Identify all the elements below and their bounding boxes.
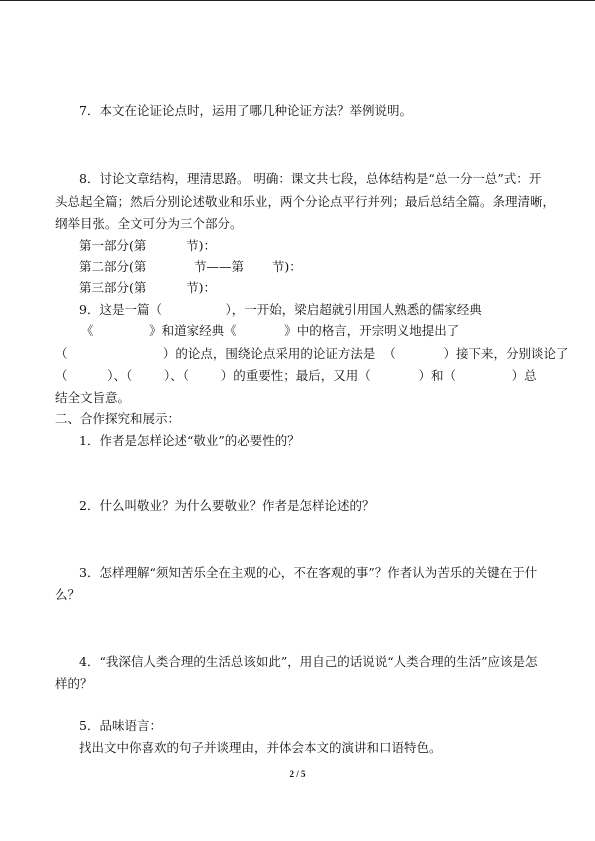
inquiry-4-line-2: 样的？	[55, 676, 93, 691]
question-8-line-2: 头总起全篇；然后分别论述敬业和乐业，两个分论点平行并列；最后总结全篇。条理清晰，	[55, 194, 556, 209]
question-9-line-1: 9．这是一篇（ ），一开始，梁启超就引用国人熟悉的儒家经典	[79, 302, 482, 317]
part-3-line: 第三部分(第 节)：	[79, 280, 216, 295]
question-9-line-5: 结全文旨意。	[55, 390, 131, 405]
inquiry-3-line-2: 么？	[55, 587, 81, 602]
inquiry-4-line-1: 4．“我深信人类合理的生活总该如此”，用自己的话说说“人类合理的生活”应该是怎	[79, 654, 538, 669]
question-7: 7．本文在论证论点时，运用了哪几种论证方法？举例说明。	[79, 103, 412, 118]
part-2-line: 第二部分(第 节——第 节)：	[79, 259, 302, 274]
top-border-line	[0, 0, 595, 1]
inquiry-3-line-1: 3．怎样理解“须知苦乐全在主观的心，不在客观的事”？作者认为苦乐的关键在于什	[79, 565, 538, 580]
question-8-line-1: 8．讨论文章结构，理清思路。 明确：课文共七段，总体结构是“总一分一总”式：开	[79, 171, 542, 186]
question-9-line-2: 《 》和道家经典《 》中的格言，开宗明义地提出了	[81, 323, 460, 338]
inquiry-5-instruction: 找出文中你喜欢的句子并谈理由，并体会本文的演讲和口语特色。	[79, 740, 442, 755]
inquiry-1: 1．作者是怎样论述“敬业”的必要性的？	[79, 433, 300, 448]
inquiry-2: 2．什么叫敬业？为什么要敬业？作者是怎样论述的？	[79, 498, 375, 513]
inquiry-5-heading: 5．品味语言：	[79, 718, 162, 733]
part-1-line: 第一部分(第 节)：	[79, 238, 216, 253]
page-number: 2 / 5	[289, 769, 306, 779]
question-9-line-4: （ ）、（ ）、（ ）的重要性；最后，又用（ ）和（ ）总	[55, 368, 537, 383]
section-2-heading: 二、合作探究和展示：	[55, 411, 181, 426]
question-9-line-3: （ ）的论点，围绕论点采用的论证方法是 （ ）接下来，分别谈论了	[55, 346, 569, 361]
question-8-line-3: 纲举目张。全文可分为三个部分。	[55, 216, 243, 231]
